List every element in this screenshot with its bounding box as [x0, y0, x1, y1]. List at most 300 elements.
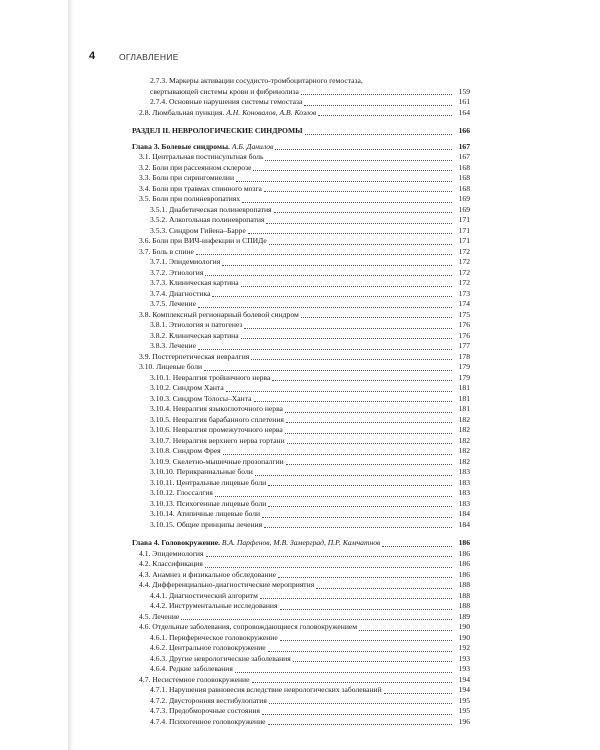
- toc-entry-page: 169: [458, 204, 470, 214]
- toc-entry-page: 190: [458, 632, 470, 642]
- toc-leader-dots: [280, 633, 452, 642]
- toc-entry: [132, 320, 470, 331]
- toc-entry-title: [150, 373, 270, 384]
- toc-leader-dots: [268, 499, 452, 508]
- toc-entry-title: [139, 247, 194, 258]
- toc-leader-dots: [280, 601, 452, 610]
- toc-entry-text: 3.10.15. Общие принципы лечения: [150, 519, 263, 529]
- toc-entry-text: 3.5. Боли при полиневропатиях: [139, 194, 241, 203]
- toc-entry-title: [150, 633, 278, 644]
- toc-leader-dots: [248, 226, 452, 235]
- toc-entry: [132, 87, 470, 98]
- toc-entry-page: 173: [458, 288, 470, 298]
- toc-entry-title: [132, 126, 303, 137]
- toc-entry-text: 3.8.1. Этиология и патогенез: [150, 320, 243, 329]
- toc-entry-text: 3.7.1. Эпидемиология: [150, 257, 221, 266]
- toc-leader-dots: [181, 612, 452, 621]
- toc-entry-page: 181: [458, 393, 470, 403]
- toc-entry-text: 3.7.4. Диагностика: [150, 288, 211, 298]
- toc-entry: [132, 404, 470, 415]
- toc-entry-text: 3.10.11. Центральные лицевые боли: [150, 477, 267, 487]
- toc-entry-page: 172: [458, 246, 470, 256]
- toc-entry-text: 3.10.10. Перикраниальные боли: [150, 467, 253, 476]
- toc-entry: [132, 591, 470, 602]
- toc-entry-page: 172: [458, 267, 470, 277]
- toc-entry-page: 189: [458, 611, 470, 621]
- toc-entry-text: 4.7.4. Психогенное головокружение: [150, 716, 266, 726]
- toc-leader-dots: [241, 331, 452, 340]
- toc-entry-text: Глава 3. Болевые синдромы.: [132, 141, 230, 151]
- toc-leader-dots: [286, 457, 452, 466]
- toc-entry: [132, 142, 470, 153]
- toc-entry-text: 4.7. Несистемное головокружение: [139, 674, 250, 684]
- toc-entry-page: 183: [458, 488, 470, 497]
- toc-leader-dots: [251, 352, 452, 361]
- toc-entry: [132, 194, 470, 205]
- toc-entry-text: 4.6.1. Периферическое головокружение: [150, 632, 278, 642]
- toc-entry-text: 3.10.1. Невралгия тройничного нерва: [150, 372, 271, 382]
- toc-leader-dots: [204, 362, 452, 371]
- toc-leader-dots: [205, 268, 452, 277]
- toc-entry-text: 3.10.4. Невралгия языкоглоточного нерва: [150, 404, 283, 413]
- toc-entry-page: 184: [458, 509, 470, 518]
- toc-entry-page: 193: [458, 664, 470, 673]
- toc-entry-page: 159: [458, 86, 470, 96]
- toc-leader-dots: [278, 570, 452, 579]
- toc-entry: [132, 299, 470, 310]
- toc-leader-dots: [262, 706, 452, 715]
- toc-entry-page: 176: [458, 330, 470, 340]
- toc-entry-text: 3.4. Боли при травмах спинного мозга: [139, 183, 262, 193]
- toc-entry-page: 195: [458, 695, 470, 705]
- toc-entry-page: 193: [458, 653, 470, 663]
- toc-entry-title: [150, 205, 272, 216]
- toc-entry-page: 168: [458, 173, 470, 182]
- toc-entry-page: 184: [458, 519, 470, 529]
- toc-entry-authors: А.Б. Данилов: [231, 141, 274, 151]
- toc-leader-dots: [226, 383, 452, 392]
- toc-entry-title: [139, 194, 240, 205]
- toc-entry-text: 3.3. Боли при сирингомиелии: [139, 173, 235, 182]
- toc-entry-text: 3.8.3. Лечение: [150, 341, 196, 350]
- toc-leader-dots: [287, 436, 452, 445]
- toc-entry-page: 161: [458, 97, 470, 106]
- toc-entry: [132, 478, 470, 489]
- toc-entry-title: [132, 538, 380, 549]
- toc-entry-title: [150, 685, 382, 696]
- toc-entry-text: 4.4.2. Инструментальные исследования: [150, 601, 278, 610]
- toc-entry-text: 3.2. Боли при рассеянном склерозе: [139, 162, 252, 172]
- toc-leader-dots: [205, 559, 452, 568]
- toc-leader-dots: [241, 278, 452, 287]
- toc-entry-title: [139, 570, 276, 581]
- toc-entry-page: 167: [458, 141, 470, 151]
- toc-leader-dots: [206, 549, 452, 558]
- toc-entry: [132, 520, 470, 531]
- toc-entry-title: [150, 457, 284, 468]
- page-number: 4: [89, 50, 96, 62]
- toc-entry-text: 4.4. Дифференциально-диагностические мероприятия: [139, 580, 315, 589]
- toc-entry-page: 182: [458, 456, 470, 466]
- toc-entry-title: [150, 520, 262, 531]
- toc-leader-dots: [262, 509, 452, 518]
- toc-entry-text: 3.10.6. Невралгия промежуточного нерва: [150, 425, 283, 434]
- toc-entry-text: 2.7.3. Маркеры активации сосудисто-тромбоцитарного гемостаза,: [150, 76, 363, 85]
- toc-entry-text: 4.1. Эпидемиология: [139, 548, 204, 558]
- toc-entry-title: [139, 184, 262, 195]
- toc-entry-page: 168: [458, 183, 470, 193]
- toc-leader-dots: [266, 215, 452, 224]
- toc-entry: [132, 446, 470, 457]
- toc-entry: [132, 126, 470, 137]
- toc-entry: [132, 76, 470, 87]
- toc-leader-dots: [255, 467, 452, 476]
- toc-entry-page: 195: [458, 706, 470, 715]
- toc-leader-dots: [253, 163, 452, 172]
- toc-entry: [132, 559, 470, 570]
- toc-leader-dots: [196, 247, 452, 256]
- toc-entry-page: 182: [458, 425, 470, 434]
- toc-entry-text: 2.8. Люмбальная пункция.: [139, 107, 225, 117]
- toc-entry-page: 194: [458, 685, 470, 694]
- toc-entry: [132, 633, 470, 644]
- toc-entry-page: 182: [458, 435, 470, 445]
- toc-entry: [132, 415, 470, 426]
- toc-entry-text: 3.5.2. Алкогольная полиневропатия: [150, 215, 265, 224]
- toc-entry-title: [150, 425, 283, 436]
- toc-entry-text: 3.8. Комплексный регионарный болевой синдром: [139, 309, 299, 319]
- toc-leader-dots: [384, 685, 452, 694]
- toc-leader-dots: [254, 394, 452, 403]
- toc-entry-title: [139, 549, 204, 560]
- toc-entry-text: 3.7.3. Клиническая картина: [150, 278, 239, 287]
- toc-leader-dots: [252, 675, 452, 684]
- toc-leader-dots: [215, 488, 452, 497]
- toc-entry-text: 3.10. Лицевые боли: [139, 362, 203, 371]
- toc-entry-title: [150, 446, 221, 457]
- toc-entry: [132, 215, 470, 226]
- toc-entry-page: 171: [458, 215, 470, 224]
- page-binding-shadow: [68, 0, 74, 750]
- toc-entry-title: [150, 278, 239, 289]
- toc-leader-dots: [359, 622, 452, 631]
- toc-entry-title: [150, 664, 233, 675]
- toc-leader-dots: [198, 341, 452, 350]
- toc-entry-title: [150, 87, 299, 98]
- toc-entry: [132, 268, 470, 279]
- toc-entry-title: [139, 352, 249, 363]
- toc-entry-title: [150, 654, 291, 665]
- toc-entry-text: РАЗДЕЛ II. НЕВРОЛОГИЧЕСКИЕ СИНДРОМЫ: [132, 126, 303, 135]
- toc-entry-title: [150, 289, 210, 300]
- toc-entry: [132, 247, 470, 258]
- toc-entry: [132, 457, 470, 468]
- toc-leader-dots: [268, 643, 452, 652]
- toc-entry: [132, 331, 470, 342]
- toc-entry-text: Глава 4. Головокружение.: [132, 538, 220, 547]
- toc-entry-text: 3.10.12. Глоссалгия: [150, 488, 213, 497]
- toc-entry-page: 177: [458, 341, 470, 350]
- toc-entry-text: свертывающей системы крови и фибринолиза: [150, 86, 299, 96]
- toc-leader-dots: [260, 591, 452, 600]
- toc-entry: [132, 310, 470, 321]
- toc-entry-text: 3.10.5. Невралгия барабанного сплетения: [150, 414, 284, 424]
- toc-entry-title: [150, 601, 278, 612]
- toc-entry-title: [150, 591, 258, 602]
- toc-leader-dots: [305, 126, 452, 135]
- toc-entry-text: 3.7. Боль в спине: [139, 246, 194, 256]
- toc-entry-title: [150, 488, 213, 499]
- toc-entry-text: 4.5. Лечение: [139, 611, 180, 621]
- toc-leader-dots: [269, 236, 452, 245]
- toc-leader-dots: [244, 320, 452, 329]
- toc-entry-title: [150, 717, 266, 728]
- toc-entry-title: [150, 404, 283, 415]
- toc-entry: [132, 173, 470, 184]
- toc-leader-dots: [212, 289, 452, 298]
- toc-entry: [132, 696, 470, 707]
- toc-entry: [132, 436, 470, 447]
- toc-entry-page: 186: [458, 569, 470, 579]
- toc-entry: [132, 706, 470, 717]
- toc-entry-page: 182: [458, 446, 470, 455]
- toc-entry-text: 4.7.2. Двусторонняя вестибулопатия: [150, 695, 267, 705]
- toc-entry-page: 182: [458, 414, 470, 424]
- toc-entry-text: 2.7.4. Основные нарушения системы гемостаза: [150, 97, 303, 106]
- toc-entry-page: 181: [458, 383, 470, 392]
- toc-leader-dots: [285, 404, 452, 413]
- toc-entry-title: [139, 675, 250, 686]
- toc-entry-text: 4.7.3. Предобморочные состояния: [150, 706, 260, 715]
- toc-entry: [132, 664, 470, 675]
- toc-entry: [132, 612, 470, 623]
- toc-entry-title: [150, 696, 267, 707]
- toc-entry-title: [150, 320, 242, 331]
- toc-leader-dots: [316, 580, 452, 589]
- toc-leader-dots: [318, 108, 452, 117]
- toc-entry: [132, 152, 470, 163]
- toc-entry-title: [132, 142, 273, 153]
- toc-entry: [132, 341, 470, 352]
- toc-entry-text: 4.6.2. Центральное головокружение: [150, 643, 266, 652]
- toc-entry-text: 3.6. Боли при ВИЧ-инфекции и СПИДе: [139, 236, 267, 245]
- toc-entry: [132, 549, 470, 560]
- toc-entry: [132, 425, 470, 436]
- toc-entry-title: [139, 559, 203, 570]
- toc-entry-title: [139, 236, 267, 247]
- toc-entry-text: 3.10.2. Синдром Ханта: [150, 383, 224, 392]
- toc-entry-page: 190: [458, 622, 470, 631]
- toc-leader-dots: [275, 142, 452, 151]
- toc-entry-title: [139, 108, 316, 119]
- toc-entry-text: 4.6. Отдельные заболевания, сопровождающиеся головокружением: [139, 622, 358, 631]
- toc-entry: [132, 226, 470, 237]
- toc-entry-authors: В.А. Парфенов, М.В. Замерград, П.Р. Камчатнов: [221, 538, 381, 547]
- toc-entry-page: 175: [458, 309, 470, 319]
- toc-entry: [132, 257, 470, 268]
- toc-entry-page: 186: [458, 548, 470, 558]
- toc-entry-title: [150, 268, 203, 279]
- toc-entry: [132, 97, 470, 108]
- toc-entry-title: [150, 467, 253, 478]
- toc-entry-page: 192: [458, 643, 470, 652]
- toc-entry-text: 3.10.8. Синдром Фрея: [150, 446, 221, 455]
- toc-leader-dots: [286, 415, 452, 424]
- toc-entry-title: [150, 341, 196, 352]
- toc-entry-text: 3.10.13. Психогенные лицевые боли: [150, 498, 267, 508]
- toc-entry: [132, 184, 470, 195]
- toc-entry-title: [139, 362, 202, 373]
- toc-entry: [132, 467, 470, 478]
- toc-entry-page: 188: [458, 601, 470, 610]
- toc-leader-dots: [264, 184, 452, 193]
- toc-entry-page: 183: [458, 498, 470, 508]
- toc-entry-title: [150, 478, 266, 489]
- toc-entry: [132, 362, 470, 373]
- toc-entry-text: 3.10.7. Невралгия верхнего нерва гортани: [150, 435, 285, 445]
- toc-leader-dots: [198, 299, 452, 308]
- toc-entry-page: 188: [458, 580, 470, 589]
- toc-entry-text: 4.6.3. Другие неврологические заболевания: [150, 653, 291, 663]
- toc-entry-title: [150, 394, 252, 405]
- toc-entry: [132, 205, 470, 216]
- toc-entry-page: 168: [458, 162, 470, 172]
- toc-entry-page: 183: [458, 467, 470, 476]
- toc-entry: [132, 236, 470, 247]
- toc-entry: [132, 622, 470, 633]
- toc-leader-dots: [265, 152, 452, 161]
- toc-entry-page: 179: [458, 362, 470, 371]
- toc-leader-dots: [382, 538, 452, 547]
- toc-entry-text: 4.4.1. Диагностический алгоритм: [150, 590, 258, 600]
- toc-entry-text: 3.7.5. Лечение: [150, 299, 196, 308]
- toc-entry: [132, 654, 470, 665]
- toc-entry-page: 171: [458, 225, 470, 235]
- toc-entry: [132, 108, 470, 119]
- toc-entry: [132, 289, 470, 300]
- toc-entry: [132, 488, 470, 499]
- toc-leader-dots: [301, 87, 452, 96]
- table-of-contents: [132, 76, 470, 727]
- toc-entry-page: 196: [458, 716, 470, 726]
- toc-entry: [132, 352, 470, 363]
- toc-entry-page: 181: [458, 404, 470, 413]
- toc-entry-title: [150, 97, 302, 108]
- toc-entry-text: 3.10.9. Скелетно-мышечные прозопалгии: [150, 456, 284, 466]
- toc-entry-text: 4.2. Классификация: [139, 559, 203, 568]
- toc-entry: [132, 685, 470, 696]
- toc-entry: [132, 373, 470, 384]
- toc-leader-dots: [223, 446, 452, 455]
- toc-entry-page: 186: [458, 559, 470, 568]
- toc-leader-dots: [236, 173, 452, 182]
- toc-entry-title: [150, 383, 224, 394]
- toc-entry-page: 188: [458, 590, 470, 600]
- toc-entry-page: 164: [458, 107, 470, 117]
- toc-entry-title: [150, 76, 363, 87]
- toc-entry-title: [139, 152, 263, 163]
- toc-entry-text: 3.1. Центральная постинсультная боль: [139, 152, 264, 161]
- toc-entry-text: 4.3. Анамнез и физикальное обследование: [139, 569, 277, 579]
- toc-entry-title: [150, 706, 260, 717]
- toc-entry: [132, 570, 470, 581]
- toc-entry: [132, 643, 470, 654]
- toc-leader-dots: [269, 696, 452, 705]
- toc-entry: [132, 163, 470, 174]
- toc-entry: [132, 717, 470, 728]
- toc-entry-text: 3.5.3. Синдром Гийена–Барре: [150, 225, 246, 235]
- toc-entry-page: 176: [458, 320, 470, 329]
- toc-entry-page: 167: [458, 152, 470, 161]
- toc-entry-text: 3.8.2. Клиническая картина: [150, 330, 239, 340]
- toc-entry-title: [139, 622, 357, 633]
- toc-entry-title: [150, 643, 266, 654]
- toc-leader-dots: [301, 310, 452, 319]
- toc-entry-page: 178: [458, 351, 470, 361]
- toc-leader-dots: [264, 520, 452, 529]
- toc-leader-dots: [285, 425, 452, 434]
- toc-leader-dots: [274, 205, 452, 214]
- toc-leader-dots: [268, 478, 452, 487]
- toc-entry: [132, 383, 470, 394]
- toc-entry-page: 172: [458, 278, 470, 287]
- toc-entry-page: 186: [458, 538, 470, 547]
- toc-entry-title: [150, 226, 246, 237]
- running-header-title: ОГЛАВЛЕНИЕ: [119, 52, 179, 62]
- toc-entry: [132, 278, 470, 289]
- toc-entry-text: 4.6.4. Редкие заболевания: [150, 664, 233, 673]
- toc-entry-title: [150, 215, 264, 226]
- toc-entry: [132, 675, 470, 686]
- toc-entry-title: [150, 499, 266, 510]
- toc-entry-title: [139, 173, 234, 184]
- toc-entry: [132, 601, 470, 612]
- toc-leader-dots: [222, 257, 452, 266]
- toc-entry-title: [150, 299, 196, 310]
- toc-entry-text: 4.7.1. Нарушения равновесия вследствие неврологических заболеваний: [150, 685, 382, 694]
- toc-entry: [132, 499, 470, 510]
- toc-entry-authors: А.Н. Коновалов, А.В. Козлов: [226, 107, 317, 117]
- toc-entry-title: [139, 580, 314, 591]
- toc-entry-title: [150, 436, 285, 447]
- toc-entry-title: [150, 415, 284, 426]
- toc-entry: [132, 538, 470, 549]
- toc-leader-dots: [304, 97, 452, 106]
- toc-entry-text: 3.9. Постгерпетическая невралгия: [139, 351, 250, 361]
- toc-entry-page: 179: [458, 372, 470, 382]
- toc-leader-dots: [235, 664, 452, 673]
- toc-entry-page: 174: [458, 299, 470, 308]
- toc-entry-text: 3.7.2. Этиология: [150, 267, 204, 277]
- toc-entry-page: 169: [458, 194, 470, 203]
- toc-leader-dots: [272, 373, 452, 382]
- toc-entry: [132, 580, 470, 591]
- toc-entry-title: [139, 612, 179, 623]
- toc-entry-page: 183: [458, 477, 470, 487]
- toc-entry-title: [139, 163, 251, 174]
- toc-leader-dots: [242, 194, 452, 203]
- toc-entry-title: [150, 509, 260, 520]
- toc-leader-dots: [268, 717, 452, 726]
- toc-entry: [132, 509, 470, 520]
- toc-entry-title: [150, 257, 220, 268]
- toc-entry-page: 171: [458, 236, 470, 245]
- toc-entry-text: 3.5.1. Диабетическая полиневропатия: [150, 204, 272, 214]
- toc-entry-page: 166: [458, 126, 470, 135]
- toc-entry-title: [139, 310, 299, 321]
- toc-entry-title: [150, 331, 239, 342]
- toc-leader-dots: [293, 654, 452, 663]
